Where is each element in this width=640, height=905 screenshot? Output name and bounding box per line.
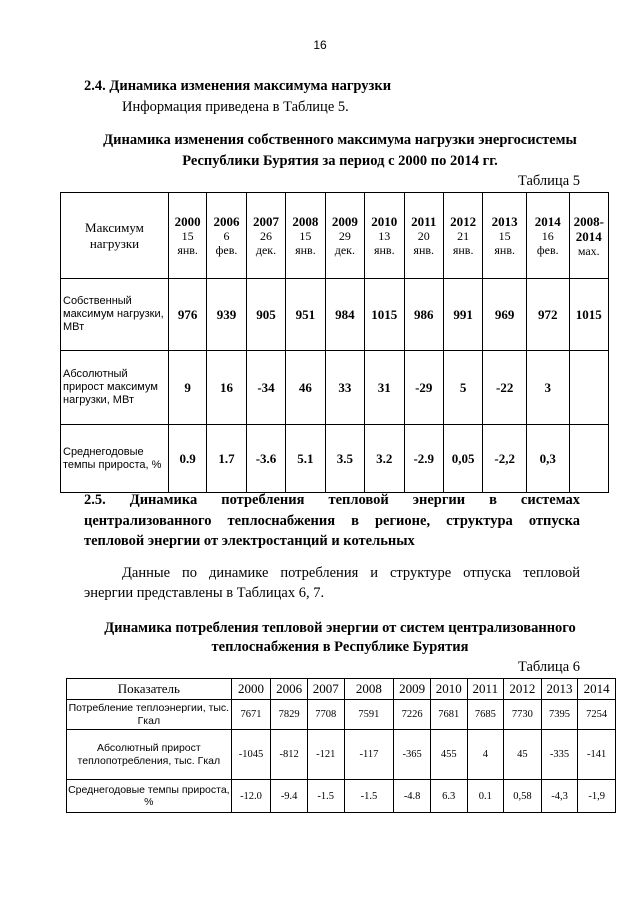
table5-header-cell [526, 193, 569, 279]
table6-row [67, 700, 616, 730]
table5-cell: -2.9 [404, 425, 443, 493]
table5-header-cell [168, 193, 206, 279]
table6-header-year: 2014 [578, 679, 616, 700]
table6-row-label: Абсолютный прирост теплопотребления, тыс. Гкал [67, 730, 232, 780]
table6-cell: 7254 [578, 700, 616, 730]
table-6 [66, 678, 616, 813]
section-2-5-heading-line2: централизованного теплоснабжения в регионе, структура отпуска [84, 513, 580, 529]
table5-header-year: 2011 [411, 214, 437, 229]
table6-cell: -812 [271, 730, 308, 780]
table6-cell: 7395 [541, 700, 578, 730]
table6-cell: 7685 [467, 700, 504, 730]
table5-header-cell [404, 193, 443, 279]
section-2-4-heading: 2.4. Динамика изменения максимума нагрузки [84, 78, 392, 94]
table5-header-month: дек. [334, 243, 355, 257]
table5-cell: 905 [246, 279, 285, 351]
table5-header-cell [569, 193, 608, 279]
table5-cell: 1015 [365, 279, 404, 351]
section-2-4-intro: Информация приведена в Таблице 5. [122, 99, 349, 115]
heading-word: системах [520, 492, 580, 508]
table6-header-year: 2008 [344, 679, 394, 700]
table5-header-day: 29 [338, 229, 351, 243]
heading-word: потребления [221, 492, 305, 508]
table5-title-line2: Республики Бурятия за период с 2000 по 2014 гг. [182, 153, 498, 169]
table5-header-cell [443, 193, 482, 279]
table6-cell: -12.0 [231, 780, 271, 813]
heading-word: Динамика [129, 492, 198, 508]
table6-cell: -1.5 [307, 780, 344, 813]
table5-cell: -3.6 [246, 425, 285, 493]
table5-cell: 0,05 [443, 425, 482, 493]
table6-cell: -335 [541, 730, 578, 780]
table5-header-cell [483, 193, 527, 279]
table5-header-month: янв. [413, 243, 435, 257]
table5-cell: -2,2 [483, 425, 527, 493]
table6-header-year: 2006 [271, 679, 308, 700]
section-2-5-para-line1: Данные по динамике потребления и структуре отпуска тепловой [122, 565, 580, 581]
table5-cell: 46 [286, 351, 325, 425]
table5-corner-cell [61, 193, 169, 279]
table5-title-line1: Динамика изменения собственного максимума нагрузки энергосистемы [103, 132, 577, 148]
table5-header-year: 2010 [371, 214, 398, 229]
table5-header-cell [325, 193, 364, 279]
table6-cell: 7730 [504, 700, 542, 730]
section-2-5-heading-line1 [84, 492, 580, 509]
heading-word: в [489, 492, 497, 508]
table6-header-year: 2011 [467, 679, 504, 700]
table6-header-label: Показатель [67, 679, 232, 700]
table6-cell: 7671 [231, 700, 271, 730]
table6-cell: 7681 [430, 700, 467, 730]
table5-cell: -22 [483, 351, 527, 425]
table5-cell: 3.2 [365, 425, 404, 493]
table5-header-year: 2007 [252, 214, 279, 229]
table5-label: Таблица 5 [517, 173, 580, 189]
table6-row [67, 730, 616, 780]
table6-cell: 6.3 [430, 780, 467, 813]
table6-row [67, 780, 616, 813]
table5-cell: 986 [404, 279, 443, 351]
table5-header-cell [286, 193, 325, 279]
table5-cell: 5.1 [286, 425, 325, 493]
table5-cell: 16 [207, 351, 246, 425]
table5-header-day: 16 [541, 229, 554, 243]
table-5 [60, 192, 609, 493]
section-2-5-heading-line3: тепловой энергии от электростанций и котельных [84, 533, 415, 549]
table5-cell: 1015 [569, 279, 608, 351]
table5-header-day: 21 [457, 229, 470, 243]
table6-cell: -1045 [231, 730, 271, 780]
table5-cell: 972 [526, 279, 569, 351]
table5-header-year: 2009 [331, 214, 358, 229]
table5-header-month: янв. [452, 243, 474, 257]
table5-cell [569, 425, 608, 493]
table5-row-label: Абсолютный прирост максимум нагрузки, МВт [61, 351, 169, 425]
table6-row-label: Среднегодовые темпы прироста, % [67, 780, 232, 813]
table6-cell: -1.5 [344, 780, 394, 813]
table6-header-year: 2013 [541, 679, 578, 700]
table5-row-label: Среднегодовые темпы прироста, % [61, 425, 169, 493]
table6-header-year: 2009 [394, 679, 431, 700]
table5-header-year: 2008-2014 [573, 213, 604, 244]
section-2-5-para-line2: энергии представлены в Таблицах 6, 7. [84, 585, 325, 601]
table5-header-year: 2008 [292, 214, 319, 229]
table5-cell: -29 [404, 351, 443, 425]
table6-cell: 7591 [344, 700, 394, 730]
table6-cell: -4.8 [394, 780, 431, 813]
table5-cell: 969 [483, 279, 527, 351]
table6-cell: -9.4 [271, 780, 308, 813]
table6-cell: 7226 [394, 700, 431, 730]
table5-cell: 5 [443, 351, 482, 425]
table5-cell [569, 351, 608, 425]
table5-header-month: фев. [215, 243, 238, 257]
table5-header-month: фев. [536, 243, 559, 257]
table5-cell: 984 [325, 279, 364, 351]
table5-cell: 3 [526, 351, 569, 425]
table5-header-month: янв. [494, 243, 515, 257]
heading-word: 2.5. [84, 492, 106, 508]
table6-cell: -1,9 [578, 780, 616, 813]
page-number: 16 [313, 38, 327, 52]
table6-cell: 45 [504, 730, 542, 780]
table6-cell: 7829 [271, 700, 308, 730]
table5-header-day: 13 [378, 229, 391, 243]
heading-word: энергии [412, 492, 466, 508]
table5-cell: 0.9 [168, 425, 206, 493]
table5-row [61, 351, 609, 425]
table5-header-month: янв. [373, 243, 395, 257]
table5-corner-label: Максимум нагрузки [85, 219, 144, 251]
table5-row-label: Собственный максимум нагрузки, МВт [61, 279, 169, 351]
table5-cell: 991 [443, 279, 482, 351]
table5-header-year: 2014 [534, 214, 561, 229]
table6-header-year: 2007 [307, 679, 344, 700]
table6-cell: -121 [307, 730, 344, 780]
table5-cell: 939 [207, 279, 246, 351]
table6-cell: 0.1 [467, 780, 504, 813]
table6-cell: 7708 [307, 700, 344, 730]
table6-label: Таблица 6 [517, 659, 580, 675]
table6-cell: 4 [467, 730, 504, 780]
table5-header-month: янв. [295, 243, 316, 257]
table6-cell: -117 [344, 730, 394, 780]
table5-header-month: мах. [577, 243, 600, 258]
table5-cell: 9 [168, 351, 206, 425]
table5-header-day: 6 [223, 229, 230, 243]
table5-header-row [61, 193, 609, 279]
table5-header-month: дек. [255, 243, 277, 257]
table5-cell: 31 [365, 351, 404, 425]
table6-cell: -141 [578, 730, 616, 780]
table5-header-year: 2013 [491, 214, 518, 229]
table6-cell: -365 [394, 730, 431, 780]
table5-header-day: 15 [299, 229, 312, 243]
table5-row [61, 425, 609, 493]
table6-title-line1: Динамика потребления тепловой энергии от систем централизованного [104, 620, 576, 636]
table5-header-day: 26 [259, 229, 272, 243]
table6-title-line2: теплоснабжения в Республике Бурятия [211, 639, 469, 655]
table5-row [61, 279, 609, 351]
table6-header-year: 2000 [231, 679, 271, 700]
table6-cell: 455 [430, 730, 467, 780]
table5-header-day: 15 [181, 229, 194, 243]
table5-cell: 1.7 [207, 425, 246, 493]
table5-header-cell [207, 193, 246, 279]
table5-header-year: 2012 [450, 214, 477, 229]
table5-cell: -34 [246, 351, 285, 425]
table6-header-year: 2010 [430, 679, 467, 700]
table5-cell: 33 [325, 351, 364, 425]
table5-cell: 0,3 [526, 425, 569, 493]
table6-header-row [67, 679, 616, 700]
table5-header-cell [365, 193, 404, 279]
table6-cell: 0,58 [504, 780, 542, 813]
heading-word: тепловой [328, 492, 389, 508]
table6-header-year: 2012 [504, 679, 542, 700]
table5-header-cell [246, 193, 285, 279]
table5-header-year: 2000 [174, 214, 201, 229]
table5-header-day: 15 [498, 229, 511, 243]
table5-cell: 976 [168, 279, 206, 351]
table5-header-day: 20 [417, 229, 430, 243]
table6-cell: -4,3 [541, 780, 578, 813]
table5-cell: 3.5 [325, 425, 364, 493]
table6-row-label: Потребление теплоэнергии, тыс. Гкал [67, 700, 232, 730]
table5-cell: 951 [286, 279, 325, 351]
table5-header-month: янв. [177, 243, 198, 257]
table5-header-year: 2006 [213, 214, 240, 229]
